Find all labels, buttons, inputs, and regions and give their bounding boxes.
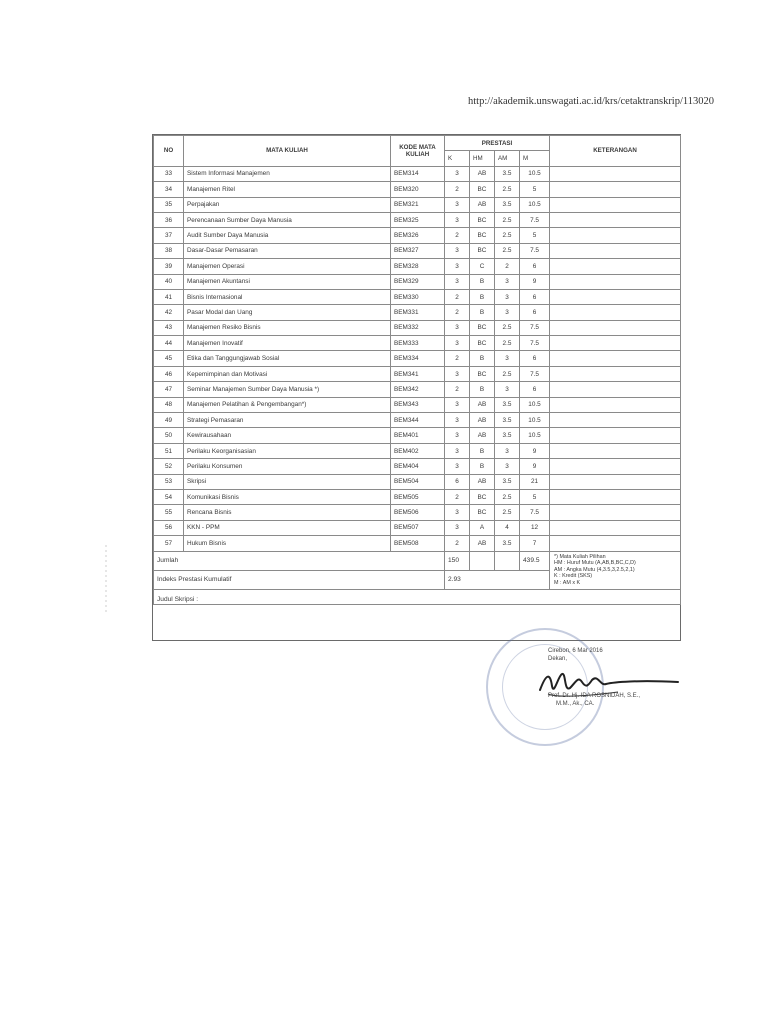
row-m: 5	[520, 228, 550, 243]
row-m: 7.5	[520, 320, 550, 335]
legend-line: AM : Angka Mutu (4,3.5,3,2.5,2,1)	[554, 566, 635, 573]
row-k: 3	[445, 320, 470, 335]
table-row	[154, 413, 681, 428]
row-hm: AB	[470, 166, 495, 181]
row-kode: BEM332	[391, 320, 445, 335]
row-m: 5	[520, 489, 550, 504]
row-keterangan	[550, 166, 681, 181]
legend-line: K : Kredit (SKS)	[554, 573, 593, 580]
row-am: 4	[495, 520, 520, 535]
jumlah-label: Jumlah	[154, 551, 445, 570]
row-m: 10.5	[520, 197, 550, 212]
table-row	[154, 305, 681, 320]
row-keterangan	[550, 197, 681, 212]
row-k: 3	[445, 197, 470, 212]
row-am: 3.5	[495, 428, 520, 443]
legend-line: M : AM x K	[554, 579, 581, 586]
row-k: 2	[445, 382, 470, 397]
signature-role: Dekan,	[548, 655, 568, 662]
row-hm: AB	[470, 197, 495, 212]
row-keterangan	[550, 212, 681, 227]
row-kode: BEM333	[391, 336, 445, 351]
row-no: 44	[154, 336, 184, 351]
row-no: 39	[154, 259, 184, 274]
row-kode: BEM327	[391, 243, 445, 258]
row-keterangan	[550, 182, 681, 197]
row-k: 2	[445, 182, 470, 197]
header-hm: HM	[470, 151, 495, 166]
row-kode: BEM314	[391, 166, 445, 181]
table-row	[154, 536, 681, 551]
row-no: 54	[154, 489, 184, 504]
row-hm: AB	[470, 413, 495, 428]
row-hm: B	[470, 289, 495, 304]
table-row	[154, 166, 681, 181]
row-kode: BEM342	[391, 382, 445, 397]
row-mata-kuliah: Skripsi	[184, 474, 391, 489]
row-mata-kuliah: Rencana Bisnis	[184, 505, 391, 520]
row-k: 3	[445, 274, 470, 289]
row-mata-kuliah: Pasar Modal dan Uang	[184, 305, 391, 320]
table-row	[154, 489, 681, 504]
row-kode: BEM401	[391, 428, 445, 443]
row-k: 6	[445, 474, 470, 489]
row-mata-kuliah: Bisnis Internasional	[184, 289, 391, 304]
document-url: http://akademik.unswagati.ac.id/krs/cetaktranskrip/113020	[468, 96, 715, 107]
table-row	[154, 520, 681, 535]
row-m: 6	[520, 289, 550, 304]
row-m: 10.5	[520, 413, 550, 428]
jumlah-m: 439.5	[520, 551, 550, 570]
grade-legend	[550, 551, 681, 589]
row-k: 3	[445, 243, 470, 258]
row-mata-kuliah: Hukum Bisnis	[184, 536, 391, 551]
row-no: 47	[154, 382, 184, 397]
row-keterangan	[550, 382, 681, 397]
row-m: 6	[520, 382, 550, 397]
table-row	[154, 366, 681, 381]
header-prestasi: PRESTASI	[445, 136, 550, 151]
row-hm: B	[470, 274, 495, 289]
row-mata-kuliah: Manajemen Pelatihan & Pengembangan*)	[184, 397, 391, 412]
row-k: 2	[445, 351, 470, 366]
row-m: 21	[520, 474, 550, 489]
row-hm: AB	[470, 397, 495, 412]
row-am: 3	[495, 305, 520, 320]
row-keterangan	[550, 536, 681, 551]
row-kode: BEM504	[391, 474, 445, 489]
row-k: 3	[445, 366, 470, 381]
row-hm: BC	[470, 243, 495, 258]
table-row	[154, 212, 681, 227]
row-kode: BEM326	[391, 228, 445, 243]
row-keterangan	[550, 274, 681, 289]
row-mata-kuliah: Manajemen Ritel	[184, 182, 391, 197]
row-m: 7	[520, 536, 550, 551]
row-m: 9	[520, 443, 550, 458]
row-kode: BEM325	[391, 212, 445, 227]
table-row	[154, 428, 681, 443]
row-am: 2.5	[495, 212, 520, 227]
row-hm: C	[470, 259, 495, 274]
transcript-table-frame	[152, 134, 681, 641]
signature-place-date: Cirebon, 6 Mar 2016	[548, 648, 603, 654]
scan-artifact	[100, 540, 112, 620]
row-am: 2.5	[495, 489, 520, 504]
row-keterangan	[550, 474, 681, 489]
jumlah-hm-empty	[470, 551, 495, 570]
row-m: 10.5	[520, 166, 550, 181]
signature-title: M.M., Ak., CA.	[556, 700, 595, 707]
row-kode: BEM507	[391, 520, 445, 535]
row-m: 6	[520, 259, 550, 274]
row-mata-kuliah: Strategi Pemasaran	[184, 413, 391, 428]
row-kode: BEM344	[391, 413, 445, 428]
row-mata-kuliah: Perencanaan Sumber Daya Manusia	[184, 212, 391, 227]
row-keterangan	[550, 459, 681, 474]
row-hm: B	[470, 305, 495, 320]
row-k: 3	[445, 413, 470, 428]
row-no: 41	[154, 289, 184, 304]
row-m: 7.5	[520, 366, 550, 381]
row-kode: BEM334	[391, 351, 445, 366]
row-am: 3	[495, 289, 520, 304]
jumlah-k: 150	[445, 551, 470, 570]
row-am: 2.5	[495, 505, 520, 520]
row-k: 2	[445, 305, 470, 320]
row-m: 6	[520, 351, 550, 366]
header-m: M	[520, 151, 550, 166]
header-k: K	[445, 151, 470, 166]
row-hm: BC	[470, 336, 495, 351]
row-kode: BEM329	[391, 274, 445, 289]
row-kode: BEM508	[391, 536, 445, 551]
row-m: 7.5	[520, 212, 550, 227]
row-am: 2.5	[495, 243, 520, 258]
row-no: 38	[154, 243, 184, 258]
row-keterangan	[550, 520, 681, 535]
row-keterangan	[550, 413, 681, 428]
row-hm: B	[470, 382, 495, 397]
table-row	[154, 228, 681, 243]
row-kode: BEM505	[391, 489, 445, 504]
row-k: 2	[445, 228, 470, 243]
row-no: 51	[154, 443, 184, 458]
row-k: 3	[445, 397, 470, 412]
row-hm: BC	[470, 366, 495, 381]
row-mata-kuliah: Kepemimpinan dan Motivasi	[184, 366, 391, 381]
row-keterangan	[550, 505, 681, 520]
row-mata-kuliah: Audit Sumber Daya Manusia	[184, 228, 391, 243]
row-kode: BEM331	[391, 305, 445, 320]
row-hm: BC	[470, 182, 495, 197]
row-no: 40	[154, 274, 184, 289]
row-m: 7.5	[520, 243, 550, 258]
row-am: 3.5	[495, 474, 520, 489]
row-k: 3	[445, 428, 470, 443]
row-kode: BEM330	[391, 289, 445, 304]
table-row	[154, 505, 681, 520]
row-hm: B	[470, 443, 495, 458]
table-row	[154, 243, 681, 258]
row-hm: A	[470, 520, 495, 535]
row-am: 3.5	[495, 536, 520, 551]
legend-line: HM : Huruf Mutu (A,AB,B,BC,C,D)	[554, 560, 636, 567]
row-kode: BEM320	[391, 182, 445, 197]
row-m: 9	[520, 459, 550, 474]
ipk-value: 2.93	[445, 570, 550, 589]
header-keterangan: KETERANGAN	[550, 136, 681, 167]
table-row	[154, 443, 681, 458]
row-mata-kuliah: Seminar Manajemen Sumber Daya Manusia *)	[184, 382, 391, 397]
row-no: 56	[154, 520, 184, 535]
row-no: 49	[154, 413, 184, 428]
row-keterangan	[550, 289, 681, 304]
row-hm: B	[470, 351, 495, 366]
signature-block	[548, 648, 698, 708]
row-k: 3	[445, 336, 470, 351]
row-k: 3	[445, 505, 470, 520]
jumlah-am-empty	[495, 551, 520, 570]
row-am: 3	[495, 274, 520, 289]
row-keterangan	[550, 259, 681, 274]
header-no: NO	[154, 136, 184, 167]
row-kode: BEM343	[391, 397, 445, 412]
row-no: 36	[154, 212, 184, 227]
row-mata-kuliah: Perilaku Keorganisasian	[184, 443, 391, 458]
row-hm: BC	[470, 489, 495, 504]
judul-skripsi: Judul Skripsi :	[154, 589, 681, 604]
table-row	[154, 397, 681, 412]
row-kode: BEM404	[391, 459, 445, 474]
row-am: 3	[495, 351, 520, 366]
row-k: 2	[445, 489, 470, 504]
row-hm: AB	[470, 428, 495, 443]
row-hm: B	[470, 459, 495, 474]
row-no: 42	[154, 305, 184, 320]
row-no: 35	[154, 197, 184, 212]
row-hm: AB	[470, 536, 495, 551]
row-keterangan	[550, 228, 681, 243]
row-am: 2.5	[495, 228, 520, 243]
row-mata-kuliah: Komunikasi Bisnis	[184, 489, 391, 504]
course-rows	[154, 166, 681, 551]
row-mata-kuliah: Manajemen Inovatif	[184, 336, 391, 351]
table-row	[154, 474, 681, 489]
row-kode: BEM506	[391, 505, 445, 520]
row-keterangan	[550, 336, 681, 351]
row-mata-kuliah: Etika dan Tanggungjawab Sosial	[184, 351, 391, 366]
row-no: 46	[154, 366, 184, 381]
row-mata-kuliah: Sistem Informasi Manajemen	[184, 166, 391, 181]
row-keterangan	[550, 351, 681, 366]
table-row	[154, 351, 681, 366]
row-keterangan	[550, 443, 681, 458]
row-mata-kuliah: Manajemen Operasi	[184, 259, 391, 274]
row-k: 2	[445, 536, 470, 551]
header-mata-kuliah: MATA KULIAH	[184, 136, 391, 167]
row-mata-kuliah: Perpajakan	[184, 197, 391, 212]
row-mata-kuliah: Dasar-Dasar Pemasaran	[184, 243, 391, 258]
table-row	[154, 336, 681, 351]
row-kode: BEM402	[391, 443, 445, 458]
row-m: 5	[520, 182, 550, 197]
transcript-table	[153, 135, 681, 605]
row-kode: BEM321	[391, 197, 445, 212]
row-mata-kuliah: Manajemen Akuntansi	[184, 274, 391, 289]
table-row	[154, 382, 681, 397]
legend-line: *) Mata Kuliah Pilihan	[554, 553, 606, 560]
row-no: 37	[154, 228, 184, 243]
row-kode: BEM341	[391, 366, 445, 381]
row-m: 7.5	[520, 336, 550, 351]
row-m: 10.5	[520, 397, 550, 412]
signature-name: Prof. Dr. Hj. IDA ROSNIDAH, S.E.,	[548, 693, 641, 699]
row-no: 45	[154, 351, 184, 366]
row-hm: BC	[470, 212, 495, 227]
row-mata-kuliah: Perilaku Konsumen	[184, 459, 391, 474]
row-kode: BEM328	[391, 259, 445, 274]
row-mata-kuliah: Manajemen Resiko Bisnis	[184, 320, 391, 335]
row-am: 3	[495, 459, 520, 474]
row-m: 10.5	[520, 428, 550, 443]
row-keterangan	[550, 305, 681, 320]
table-row	[154, 459, 681, 474]
row-m: 7.5	[520, 505, 550, 520]
row-mata-kuliah: Kewirausahaan	[184, 428, 391, 443]
row-k: 3	[445, 459, 470, 474]
row-no: 52	[154, 459, 184, 474]
row-hm: BC	[470, 505, 495, 520]
row-am: 3.5	[495, 413, 520, 428]
row-am: 3.5	[495, 166, 520, 181]
row-am: 3.5	[495, 197, 520, 212]
row-k: 3	[445, 443, 470, 458]
row-keterangan	[550, 489, 681, 504]
row-no: 48	[154, 397, 184, 412]
table-row	[154, 259, 681, 274]
row-k: 3	[445, 212, 470, 227]
ipk-label: Indeks Prestasi Kumulatif	[154, 570, 445, 589]
row-m: 9	[520, 274, 550, 289]
row-hm: BC	[470, 228, 495, 243]
row-no: 57	[154, 536, 184, 551]
header-kode: KODE MATA KULIAH	[391, 136, 445, 167]
row-no: 33	[154, 166, 184, 181]
row-mata-kuliah: KKN - PPM	[184, 520, 391, 535]
row-am: 2.5	[495, 336, 520, 351]
row-no: 50	[154, 428, 184, 443]
row-am: 3	[495, 382, 520, 397]
row-keterangan	[550, 397, 681, 412]
row-hm: AB	[470, 474, 495, 489]
row-k: 3	[445, 259, 470, 274]
row-k: 3	[445, 166, 470, 181]
table-row	[154, 197, 681, 212]
row-am: 2.5	[495, 182, 520, 197]
row-keterangan	[550, 320, 681, 335]
row-hm: BC	[470, 320, 495, 335]
row-am: 2.5	[495, 320, 520, 335]
row-keterangan	[550, 243, 681, 258]
row-no: 34	[154, 182, 184, 197]
row-keterangan	[550, 428, 681, 443]
row-m: 6	[520, 305, 550, 320]
row-am: 2	[495, 259, 520, 274]
row-am: 3	[495, 443, 520, 458]
row-m: 12	[520, 520, 550, 535]
row-keterangan	[550, 366, 681, 381]
table-row	[154, 182, 681, 197]
row-am: 3.5	[495, 397, 520, 412]
table-row	[154, 320, 681, 335]
table-row	[154, 289, 681, 304]
row-k: 3	[445, 520, 470, 535]
table-row	[154, 274, 681, 289]
row-no: 53	[154, 474, 184, 489]
row-k: 2	[445, 289, 470, 304]
row-no: 55	[154, 505, 184, 520]
row-am: 2.5	[495, 366, 520, 381]
row-no: 43	[154, 320, 184, 335]
header-am: AM	[495, 151, 520, 166]
